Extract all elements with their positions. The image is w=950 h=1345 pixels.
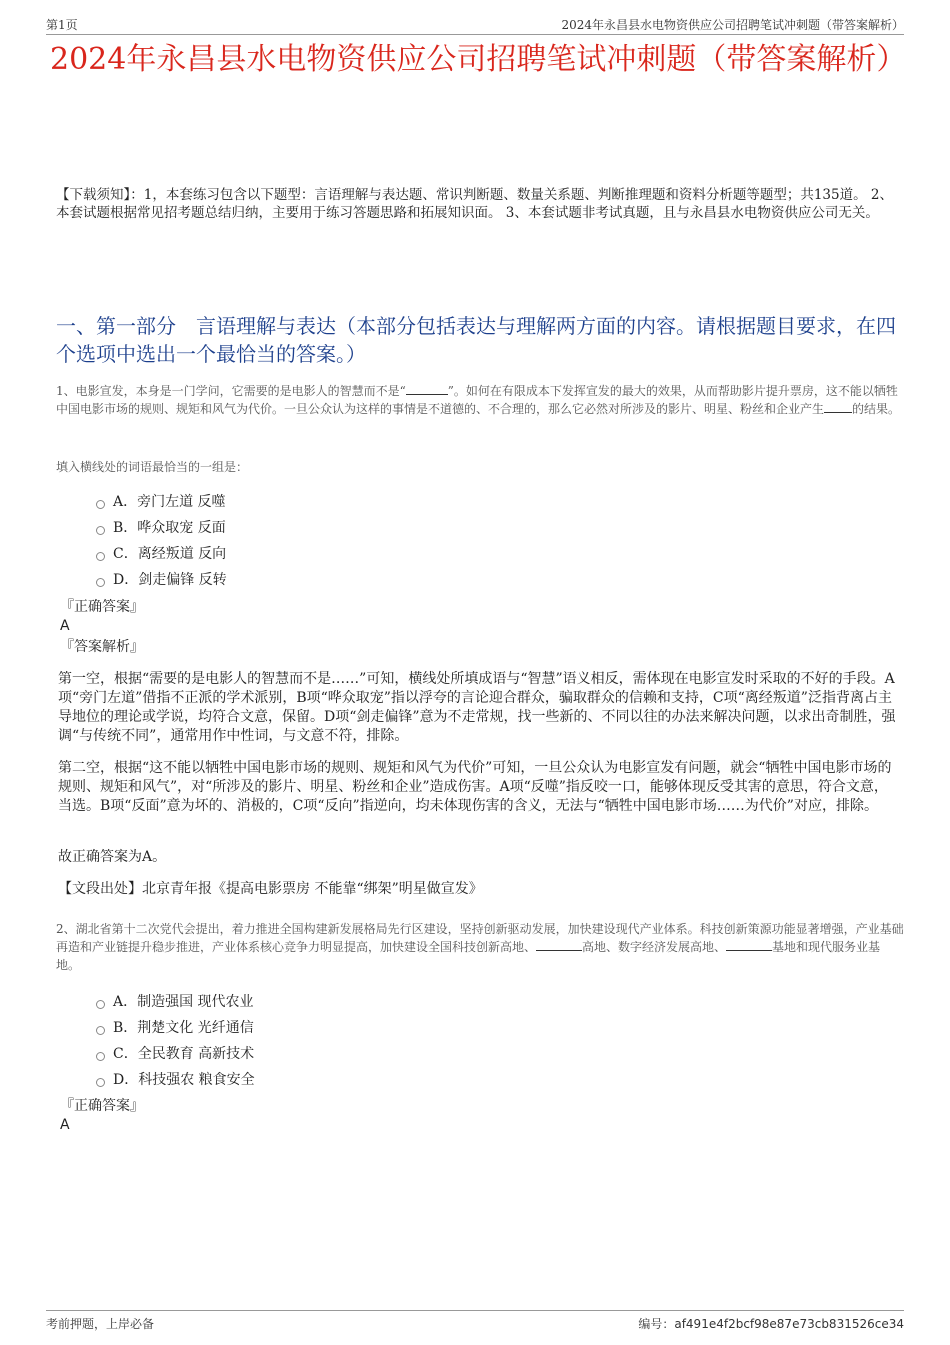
option-label: D．剑走偏锋 反转 [113,572,227,588]
radio-icon[interactable] [96,1078,105,1087]
answer-label: 『正确答案』 [60,599,144,615]
question-2-text-b: 高地、数字经济发展高地、 [582,940,727,954]
header-doc-title: 2024年永昌县水电物资供应公司招聘笔试冲刺题（带答案解析） [561,18,904,32]
option-d[interactable] [96,1066,255,1092]
option-b[interactable] [96,514,227,540]
download-notice: 【下载须知】：1，本套练习包含以下题型：言语理解与表达题、常识判断题、数量关系题、判断推理题和资料分析题等题型；共135道。 2、本套试题根据常见招考题总结归纳，主要用于练习答题思路和拓展知识面。 3、本套试题非考试真题，且与永昌县水电物资供应公司无关。 [56,187,893,221]
radio-icon[interactable] [96,1052,105,1061]
option-a[interactable] [96,988,255,1014]
question-2-options [96,988,255,1092]
radio-icon[interactable] [96,1026,105,1035]
footer-slogan: 考前押题，上岸必备 [46,1317,155,1331]
option-b[interactable] [96,1014,255,1040]
answer-value: A [60,618,70,634]
analysis-label: 『答案解析』 [60,639,144,655]
blank-line [406,382,448,395]
answer-value: A [60,1117,70,1133]
question-1-text-c: 的结果。 [852,402,901,416]
footer-code [638,1315,904,1332]
question-1-options [96,488,227,592]
option-label: B．哗众取宠 反面 [113,520,226,536]
question-2-text-c: 基地和现代服务业基地。 [56,940,881,972]
radio-icon[interactable] [96,1000,105,1009]
option-label: A．旁门左道 反噬 [113,494,226,510]
page-footer [46,1310,904,1331]
blank-line [824,400,852,413]
question-2-text-a: 2、湖北省第十二次党代会提出，着力推进全国构建新发展格局先行区建设，坚持创新驱动发展，加快建设现代产业体系。科技创新策源功能显著增强，产业基础再造和产业链提升稳步推进，产业体系核心竞争力明显提高，加快建设全国科技创新高地、 [56,922,904,954]
source-citation: 【文段出处】北京青年报《提高电影票房 不能靠“绑架”明星做宣发》 [58,881,483,897]
question-1-hint: 填入横线处的词语最恰当的一组是： [56,460,249,474]
option-a[interactable] [96,488,227,514]
blank-line [726,938,772,951]
analysis-paragraph-1: 第一空，根据“需要的是电影人的智慧而不是……”可知，横线处所填成语与“智慧”语义相反，需体现在电影宣发时采取的不好的手段。A项“旁门左道”借指不正派的学术派别，B项“哗众取宠”指以浮夸的言论迎合群众，骗取群众的信赖和支持，C项“离经叛道”泛指背离占主导地位的理论或学说，均符合文意，保留。D项“剑走偏锋”意为不走常规，找一些新的、不同以往的办法来解决问题，以求出奇制胜，强调“与传统不同”，通常用作中性词，与文意不符，排除。 [58,671,896,744]
option-label: D．科技强农 粮食安全 [113,1072,255,1088]
page-title: 2024年永昌县水电物资供应公司招聘笔试冲刺题（带答案解析） [50,42,907,77]
radio-icon[interactable] [96,526,105,535]
conclusion: 故正确答案为A。 [58,849,167,865]
option-label: C．全民教育 高新技术 [113,1046,255,1062]
footer-code-label: 编号： [638,1317,675,1331]
answer-label: 『正确答案』 [60,1098,144,1114]
option-label: C．离经叛道 反向 [113,546,227,562]
analysis-paragraph-2: 第二空，根据“这不能以牺牲中国电影市场的规则、规矩和风气为代价”可知，一旦公众认为电影宣发有问题，就会“牺牲中国电影市场的规则、规矩和风气”，对“所涉及的影片、明星、粉丝和企业”造成伤害。A项“反噬”指反咬一口，能够体现反受其害的意思，符合文意，当选。B项“反面”意为坏的、消极的，C项“反向”指逆向，均未体现伤害的含义，无法与“牺牲中国电影市场……为代价”对应，排除。 [58,760,892,814]
option-d[interactable] [96,566,227,592]
radio-icon[interactable] [96,500,105,509]
page-header [46,14,904,35]
option-label: A．制造强国 现代农业 [113,994,254,1010]
radio-icon[interactable] [96,578,105,587]
option-label: B．荆楚文化 光纤通信 [113,1020,254,1036]
question-2-stem [56,920,904,974]
question-1-text-b: ”。如何在有限成本下发挥宣发的最大的效果，从而帮助影片提升票房，这不能以牺牲中国电影市场的规则、规矩和风气为代价。一旦公众认为这样的事情是不道德的、不合理的，那么它必然对所涉及的影片、明星、粉丝和企业产生 [56,384,898,416]
option-c[interactable] [96,1040,255,1066]
section-heading: 一、第一部分 言语理解与表达（本部分包括表达与理解两方面的内容。请根据题目要求，在四个选项中选出一个最恰当的答案。） [56,314,896,366]
question-1-text-a: 1、电影宣发，本身是一门学问，它需要的是电影人的智慧而不是“ [56,384,406,398]
option-c[interactable] [96,540,227,566]
page-number: 第1页 [46,18,78,32]
question-1-stem [56,382,904,418]
blank-line [536,938,582,951]
footer-code-value: af491e4f2bcf98e87e73cb831526ce34 [674,1317,904,1331]
radio-icon[interactable] [96,552,105,561]
